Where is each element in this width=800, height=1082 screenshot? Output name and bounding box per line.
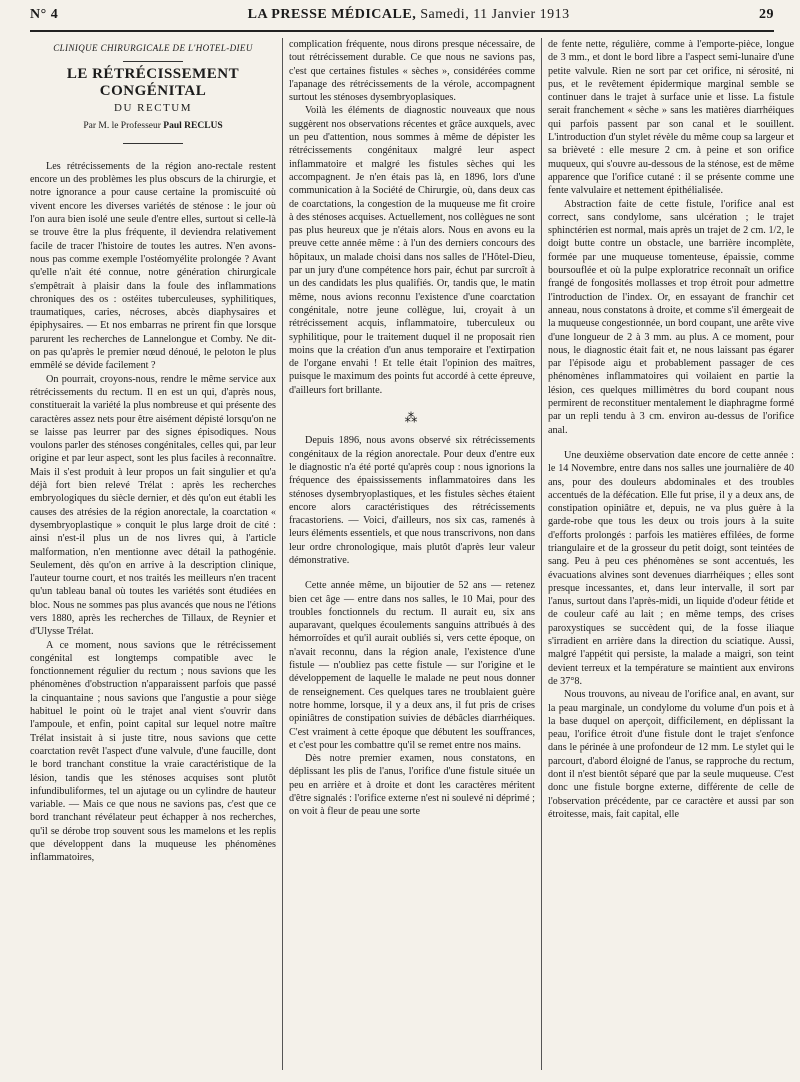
paragraph: Nous trouvons, au niveau de l'orifice anal, en avant, sur la peau marginale, un condylome du volume d'un pois et à la base duquel on aperçoit, difficilement, en déplissant la peau, l'orifice étroit d'une fistule dont le trajet s'enfonce dans le périnée à une profondeur de 12 mm. Le stylet qui le parcourt, d'abord éloigné de l'anus, se rapproche du rectum, dont il n'est bientôt séparé que par la seule muqueuse. C'est donc une fistule borgne externe, différente de celle de l'observation précédente, par ce caractère et aussi par son étroitesse, mais, fait capital, elle — [548, 689, 794, 820]
paragraph: Abstraction faite de cette fistule, l'orifice anal est correct, sans condylome, sans ulcération ; le trajet sphinctérien est normal, mais après un trajet de 2 cm. 1/2, le doigt butte contre un obstacle, une barrière incomplète, formée par une muqueuse tomenteuse, épaissie, comme boursouflée et où la pulpe exploratrice reconnaît un orifice frangé de fongosités mollasses et trop étroit pour admettre l'introduction de l'index. Or, en essayant de franchir cet anneau, nous constatons à droite, et comme s'il émergeait de la muqueuse congestionnée, un bord coupant, une arête vive d'une longueur de 2 à 3 mm. au plus. A ce moment, pour nous, le diagnostic était fait et, ne nous laissant pas égarer par l'épisode aigu et probablement passager de ces phénomènes inflammatoires qui voilaient en partie la lésion, ces quelques millimètres du bord coupant nous permirent de reconstituer mentalement le diaphragme formé par un repli tendu à 3 cm. environ au-dessus de l'orifice anal. — [548, 198, 794, 436]
paragraph: Voilà les éléments de diagnostic nouveaux que nous suggèrent nos observations récentes et grâce auxquels, avec un peu d'attention, nous sommes à même de dépister les rétrécissements congénitaux malgré leur aspect inflammatoire et malgré les fistules sèches qui les accompagnent. Je n'en étais pas là, en 1896, lors d'une communication à la Société de Chirurgie, où, dans deux cas de coarctations, la congestion de la muqueuse me fit croire à des sténoses acquises. Actuellement, nos collègues ne sont pas plus heureux que je n'étais alors. Nous en avons eu la preuve cette année même : à l'un des derniers concours des hôpitaux, un malade choisi dans nos salles de l'Hôtel-Dieu, par un jury d'une compétence hors pair, échut par surcroît à un des candidats les plus qualifiés. Or, tandis que, le matin même, nous avions reconnu l'existence d'une coarctation congénitale, notre jeune collègue, lui, croyait à un rétrécissement acquis, inflammatoire, tuberculeux ou syphilitique, pour le traitement duquel il ne proposait rien moins que la création d'un anus temporaire et l'extirpation de l'organe envahi ! Et telle était l'opinion des maîtres, puisque le maximum des points fut accordé à cette épreuve, d'ailleurs fort brillante. — [289, 105, 535, 396]
text-columns — [30, 38, 794, 1070]
divider — [123, 143, 183, 144]
column-2 — [289, 38, 535, 1070]
divider — [123, 61, 183, 62]
byline — [30, 120, 276, 133]
paragraph: Depuis 1896, nous avons observé six rétrécissements congénitaux de la région anorectale. Pour deux d'entre eux le diagnostic n'a été porté qu'après coup : nous ignorions la fréquence des épaississements inflammatoires dans les sténoses dysembryoplastiques, et les fistules sèches étaient encore alors caractéristiques des rétrécissements fracastoriens. — Voici, d'ailleurs, nos six cas, ramenés à leurs éléments essentiels, et que nous transcrivons, non dans leur ordre chronologique, mais plutôt d'après leur valeur démonstrative. — [289, 435, 535, 566]
page-number: 29 — [759, 7, 774, 22]
column-3 — [548, 38, 794, 1070]
author: Paul RECLUS — [163, 120, 223, 131]
paragraph: Dès notre premier examen, nous constatons, en déplissant les plis de l'anus, l'orifice d'une fistule située un peu en arrière et à droite et dont les caractères méritent d'être signalés : l'orifice externe n'est ni soulevé ni déprimé ; on voit à fleur de peau une sorte — [289, 753, 535, 818]
paragraph: A ce moment, nous savions que le rétrécissement congénital est longtemps compatible avec le fonctionnement régulier du rectum ; nous savions que les phénomènes d'obstruction n'apparaissent parfois que passé la cinquantaine ; nous savions que l'angustie a pour siège habituel le point où le trajet anal vient s'ouvrir dans l'ampoule, et enfin, point capital sur lequel notre maître Trélat insistait à si juste titre, nous savions que cette coarctation revêt l'aspect d'une valvule, d'une faucille, dont le bord tranchant constitue la vraie caractéristique de la lésion, tandis que les sténoses acquises sont plutôt infundibuliformes, tel un ajutage ou un cylindre de hauteur variable. — Mais ce que nous ne savions pas, c'est que ce bord tranchant révélateur peut échapper à nos recherches, qu'il se dérobe trop souvent sous les mamelons et les replis que développent dans la muqueuse les phénomènes inflammatoires, — [30, 639, 276, 864]
journal-name: LA PRESSE MÉDICALE, — [247, 7, 417, 22]
paragraph: On pourrait, croyons-nous, rendre le même service aux rétrécissements du rectum. Il en est un qui, d'après nous, constituerait la variété la plus nombreuse et qui présente des caractères assez nets pour être aisément dépisté lorsqu'on ne se laisse pas leurrer par des signes épisodiques. Nous voulons parler des sténoses congénitales, celles qui, par leur origine et par leur aspect, sont les plus faciles à reconnaître. Mais il s'est produit à leur propos un fait singulier et qu'a déjà fort bien relevé Trélat : après les recherches embryologiques du siècle dernier, et dès qu'on eut établi les causes des atrésies de la région anorectale, la coarctation « dysembryoplastique » conquit le plus large droit de cité : ainsi n'est-il plus un de nos livres qui, à l'article malformation, n'en mentionne avec détail la pathogénie. Seulement, dès qu'on en arrive à la description clinique, l'auteur tourne court, et nos traités les meilleurs n'en tracent qu'un tableau banal où toutes les variétés sont étudiées en bloc. Nous ne sommes pas plus avancés que nous ne l'étions vers 1880, après les recherches de Tillaux, de Reynier et d'Ulysse Trélat. — [30, 373, 276, 638]
article-title: LE RÉTRÉCISSEMENT CONGÉNITAL — [66, 66, 240, 100]
paragraph: Cette année même, un bijoutier de 52 ans — retenez bien cet âge — entre dans nos salles, le 10 Mai, pour des troubles fonctionnels du rectum. Il aurait eu, six ans auparavant, quelques écoulements sanguins attribués à des hémorroïdes et qu'il aurait oubliés si, vers cette époque, on n'avait reconnu, dans la région anale, l'existence d'une fistule — n'oubliez pas cette fistule — sur l'origine et le développement de laquelle le malade ne peut nous donner de renseignement. Ces quelques tares ne troublaient guère notre homme, lorsque, il y a deux ans, il fut pris de crises opiniâtres de constipation suivies de débâcles diarrhéiques. C'est vraiment à cette époque que débutent les souffrances, et c'est pour les combattre qu'il se remet entre nos mains. — [289, 580, 535, 751]
article-subtitle: DU RECTUM — [114, 102, 192, 115]
issue-number: N° 4 — [30, 7, 59, 22]
column-rule — [282, 38, 283, 1070]
journal-masthead — [248, 0, 570, 30]
column-rule — [541, 38, 542, 1070]
byline-prefix: Par M. le Professeur — [83, 120, 164, 131]
issue-date: Samedi, 11 Janvier 1913 — [416, 7, 570, 22]
column-1 — [30, 38, 276, 1070]
clinic-heading: CLINIQUE CHIRURGICALE DE L'HOTEL-DIEU — [53, 43, 253, 53]
running-head — [30, 0, 774, 32]
paragraph: complication fréquente, nous dirons presque nécessaire, de tout rétrécissement durable. Ce que nous ne savions pas, c'est que certaines fistules « sèches », considérées comme l'apanage des rétrécissements de la vérole, accompagnent surtout les sténoses dysembryoplasiques. — [289, 39, 535, 104]
section-stars: ⁂ — [404, 410, 420, 426]
paragraph: Les rétrécissements de la région ano-rectale restent encore un des problèmes les plus obscurs de la chirurgie, et notre ignorance a pour cause certaine la promiscuité où vivent encore les diverses variétés de sténose : le jour où l'on aura bien isolé une seule d'entre elles, surtout si celle-là se trouve être la plus fréquente, il deviendra relativement facile de tracer l'histoire de toutes les autres. N'en avons-nous pas comme exemple l'ostéomyélite prolongée ? Avant qu'elle n'ait été connue, notre génération chirurgicale s'empêtrait à plaisir dans la foule des inflammations chroniques des os : ostéites tuberculeuses, syphilitiques, traumatiques, caries, nécroses, abcès diaphysaires et épiphysaires. — Et nos embarras ne prirent fin que lorsque parurent les recherches de Lannelongue et Comby. Ne dit-on pas qu'après le premier nœud dénoué, le peloton le plus emmêlé se dévide facilement ? — [30, 160, 276, 372]
paragraph: de fente nette, régulière, comme à l'emporte-pièce, longue de 3 mm., et dont le bord libre a l'aspect semi-lunaire d'une petite valvule. Rien ne sort par cet orifice, ni sérosité, ni pus, et le revêtement épidermique marginal semble se continuer dans le trajet à surface unie et lisse. La fistule serait franchement « sèche » sans les matières diarrhéiques qui parfois passent par son canal et le souillent. L'introduction d'un stylet révèle du même coup sa largeur et sa brièveté : elle mesure 2 cm. à peine et son orifice muqueux, qui s'ouvre au-dessous de la sténose, est de même apparence que l'orifice cutané : il se présente comme une fente valvulaire et nettement épithélialisée. — [548, 39, 794, 197]
paragraph: Une deuxième observation date encore de cette année : le 14 Novembre, entre dans nos salles une journalière de 40 ans, pour des douleurs abdominales et des troubles accentués de la défécation. Elle fut prise, il y a deux ans, de constipation opiniâtre et, depuis, ne va plus guère à la garde-robe que tous les deux ou trois jours à la suite d'efforts prolongés : parfois les matières effilées, de forme triangulaire et de la grosseur du petit doigt, sont teintées de sang. Peu à peu ces phénomènes se sont accentués, les évacuations alvines sont devenues diarrhéiques ; elles sont presque incessantes, et, dans leur intervalle, il sort par l'anus, surtout dans l'après-midi, un liquide d'odeur fétide et de couleur café au lait ; en même temps, des crises paroxystiques se succèdent qui, de la fosse iliaque s'irradient en arrière dans la direction du sciatique. Aussi, malgré l'appétit qui persiste, la malade a maigri, son teint devient terreux et la température se maintient aux environs de 37°8. — [548, 449, 794, 687]
